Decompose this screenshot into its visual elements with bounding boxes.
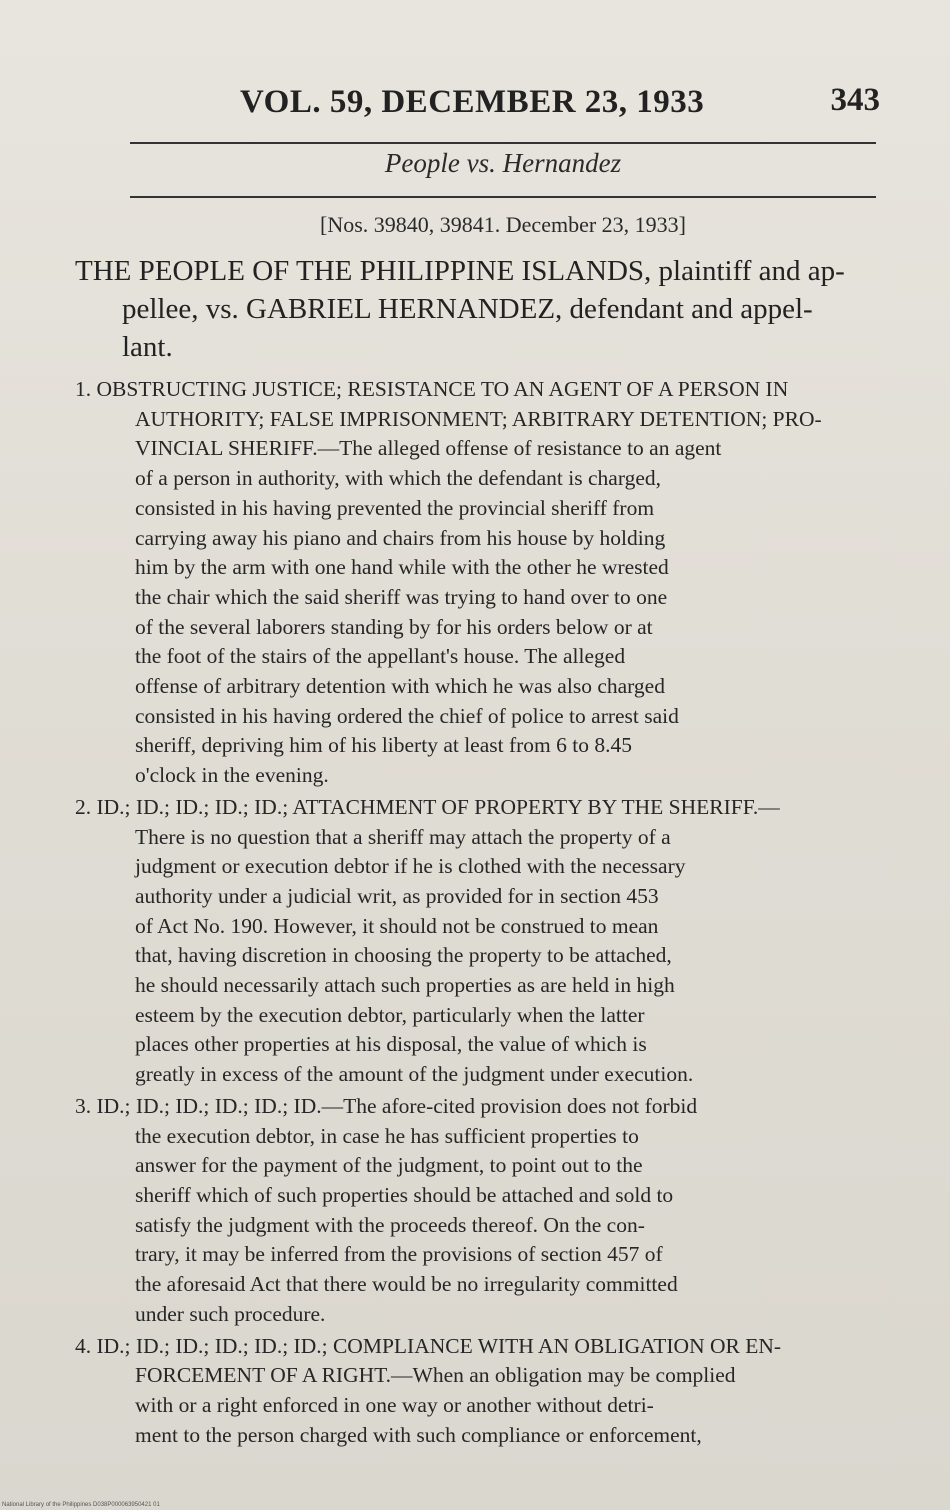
parties-line-3: lant. bbox=[122, 331, 173, 363]
case-short-title: People vs. Hernandez bbox=[384, 148, 622, 178]
syllabus-paragraph-4 bbox=[75, 1332, 880, 1451]
syllabus-line: trary, it may be inferred from the provisions of section 457 of bbox=[135, 1242, 663, 1267]
parties-line-2: pellee, vs. GABRIEL HERNANDEZ, defendant and appel- bbox=[122, 293, 813, 325]
syllabus-line: sheriff, depriving him of his liberty at least from 6 to 8.45 bbox=[135, 733, 632, 758]
syllabus-line: under such procedure. bbox=[135, 1301, 326, 1326]
syllabus-line: of a person in authority, with which the defendant is charged, bbox=[135, 466, 662, 491]
syllabus bbox=[75, 375, 880, 1452]
syllabus-line: 3. ID.; ID.; ID.; ID.; ID.; ID.—The afore-cited provision does not forbid bbox=[75, 1093, 698, 1118]
syllabus-line: satisfy the judgment with the proceeds thereof. On the con- bbox=[135, 1212, 645, 1237]
syllabus-line: answer for the payment of the judgment, to point out to the bbox=[135, 1153, 643, 1178]
syllabus-line: authority under a judicial writ, as provided for in section 453 bbox=[135, 883, 659, 908]
syllabus-line: carrying away his piano and chairs from his house by holding bbox=[135, 525, 666, 550]
syllabus-line: of the several laborers standing by for his orders below or at bbox=[135, 614, 653, 639]
syllabus-line: greatly in excess of the amount of the judgment under execution. bbox=[135, 1062, 694, 1087]
syllabus-line: offense of arbitrary detention with which he was also charged bbox=[135, 674, 665, 699]
syllabus-line: the foot of the stairs of the appellant's house. The alleged bbox=[135, 644, 626, 669]
syllabus-line: There is no question that a sheriff may attach the property of a bbox=[135, 824, 671, 849]
running-title: VOL. 59, DECEMBER 23, 1933 bbox=[240, 84, 705, 120]
syllabus-line: 1. OBSTRUCTING JUSTICE; RESISTANCE TO AN AGENT OF A PERSON IN bbox=[75, 377, 789, 401]
syllabus-line: 2. ID.; ID.; ID.; ID.; ID.; ATTACHMENT OF PROPERTY BY THE SHERIFF.— bbox=[75, 794, 780, 819]
syllabus-line: with or a right enforced in one way or another without detri- bbox=[135, 1392, 654, 1417]
syllabus-line: judgment or execution debtor if he is clothed with the necessary bbox=[135, 854, 686, 879]
syllabus-line: the chair which the said sheriff was trying to hand over to one bbox=[135, 584, 668, 609]
syllabus-paragraph-3 bbox=[75, 1092, 880, 1330]
syllabus-line: of Act No. 190. However, it should not be construed to mean bbox=[135, 913, 659, 938]
syllabus-line: he should necessarily attach such properties as are held in high bbox=[135, 973, 675, 998]
syllabus-line: consisted in his having ordered the chief of police to arrest said bbox=[135, 703, 679, 728]
syllabus-line: 4. ID.; ID.; ID.; ID.; ID.; ID.; COMPLIANCE WITH AN OBLIGATION OR EN- bbox=[75, 1333, 782, 1358]
syllabus-line: him by the arm with one hand while with the other he wrested bbox=[135, 555, 669, 580]
parties-line-1: THE PEOPLE OF THE PHILIPPINE ISLANDS, plaintiff and ap- bbox=[75, 255, 845, 287]
syllabus-line: consisted in his having prevented the provincial sheriff from bbox=[135, 495, 655, 520]
syllabus-line: AUTHORITY; FALSE IMPRISONMENT; ARBITRARY DETENTION; PRO- bbox=[135, 406, 822, 431]
syllabus-line: sheriff which of such properties should be attached and sold to bbox=[135, 1182, 674, 1207]
syllabus-paragraph-1 bbox=[75, 375, 880, 791]
case-parties bbox=[75, 252, 875, 366]
syllabus-line: esteem by the execution debtor, particularly when the latter bbox=[135, 1002, 645, 1027]
header-rule-top bbox=[130, 142, 876, 144]
syllabus-line: places other properties at his disposal, the value of which is bbox=[135, 1032, 647, 1057]
running-header bbox=[130, 80, 880, 128]
page-number: 343 bbox=[830, 82, 880, 118]
syllabus-line: VINCIAL SHERIFF.—The alleged offense of resistance to an agent bbox=[135, 436, 722, 461]
syllabus-line: the execution debtor, in case he has sufficient properties to bbox=[135, 1123, 639, 1148]
syllabus-line: ment to the person charged with such compliance or enforcement, bbox=[135, 1422, 702, 1447]
syllabus-line: FORCEMENT OF A RIGHT.—When an obligation may be complied bbox=[135, 1363, 736, 1388]
header-rule-bottom bbox=[130, 196, 876, 198]
syllabus-line: that, having discretion in choosing the property to be attached, bbox=[135, 943, 672, 968]
syllabus-line: o'clock in the evening. bbox=[135, 763, 329, 788]
docket-line: [Nos. 39840, 39841. December 23, 1933] bbox=[320, 212, 686, 237]
scan-footer: National Library of the Philippines D038P000063950421 01 bbox=[2, 1502, 160, 1508]
syllabus-paragraph-2 bbox=[75, 793, 880, 1090]
syllabus-line: the aforesaid Act that there would be no irregularity committed bbox=[135, 1272, 678, 1297]
